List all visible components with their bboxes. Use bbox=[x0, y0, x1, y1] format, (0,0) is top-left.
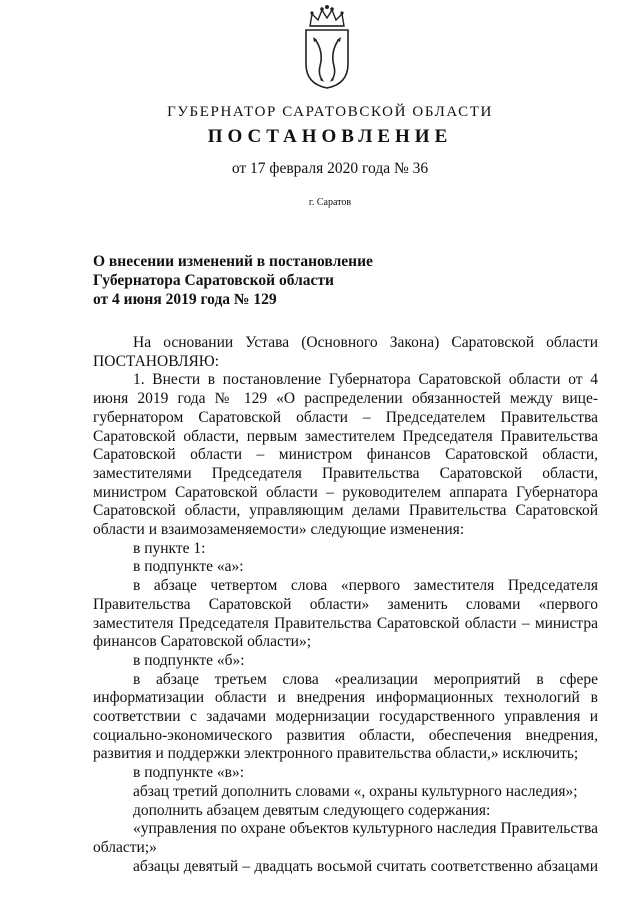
paragraph-basis: На основании Устава (Основного Закона) Саратовской области ПОСТАНОВЛЯЮ: bbox=[93, 334, 598, 370]
paragraph-renumber: абзацы девятый – двадцать восьмой считать соответственно абзацами bbox=[133, 857, 598, 875]
issuer-heading: ГУБЕРНАТОР САРАТОВСКОЙ ОБЛАСТИ bbox=[167, 104, 493, 120]
paragraph-change-v2: дополнить абзацем девятым следующего содержания: bbox=[133, 801, 491, 819]
paragraph-change-v1: абзац третий дополнить словами «, охраны культурного наследия»; bbox=[133, 782, 578, 800]
paragraph-subpoint-b: в подпункте «б»: bbox=[133, 651, 245, 669]
document-date-number: от 17 февраля 2020 года № 36 bbox=[231, 160, 429, 177]
title-line: Губернатора Саратовской области bbox=[93, 272, 334, 289]
paragraph-subpoint-v: в подпункте «в»: bbox=[133, 764, 244, 782]
document-city: г. Саратов bbox=[308, 197, 352, 208]
paragraph-subpoint-a: в подпункте «а»: bbox=[133, 558, 244, 576]
paragraph-item-1: 1. Внести в постановление Губернатора Саратовской области от 4 июня 2019 года № 129 «О распределении обязанностей между вице-губернатором Саратовской области – Председателем Правительства Саратовской области, первым заместителем Председателя Правительства Саратовской области – министром финансов Саратовской области, заместителями Председателя Правительства Саратовской области, министром Саратовской области – руководителем аппарата Губернатора Саратовской области, управляющим делами Правительства Саратовской области и взаимозаменяемости» следующие изменения: bbox=[93, 371, 598, 539]
title-line: О внесении изменений в постановление bbox=[93, 253, 373, 270]
title-line: от 4 июня 2019 года № 129 bbox=[93, 291, 277, 308]
document-body bbox=[93, 334, 598, 876]
paragraph-point-1: в пункте 1: bbox=[133, 539, 206, 557]
coat-of-arms-icon bbox=[300, 4, 354, 90]
paragraph-change-b: в абзаце третьем слова «реализации мероприятий в сфере информатизации области и внедрения информационных технологий в соответствии с задачами модернизации государственного управления и социально-экономического развития области, обеспечения внедрения, развития и поддержки электронного правительства области,» исключить; bbox=[93, 670, 598, 763]
paragraph-change-a: в абзаце четвертом слова «первого заместителя Председателя Правительства Саратовской области» заменить словами «первого заместителя Председателя Правительства Саратовской области – министра финансов Саратовской области»; bbox=[93, 577, 598, 651]
document-type: ПОСТАНОВЛЕНИЕ bbox=[207, 126, 453, 147]
paragraph-quote: «управления по охране объектов культурного наследия Правительства области;» bbox=[93, 820, 598, 856]
document-title bbox=[93, 252, 493, 309]
